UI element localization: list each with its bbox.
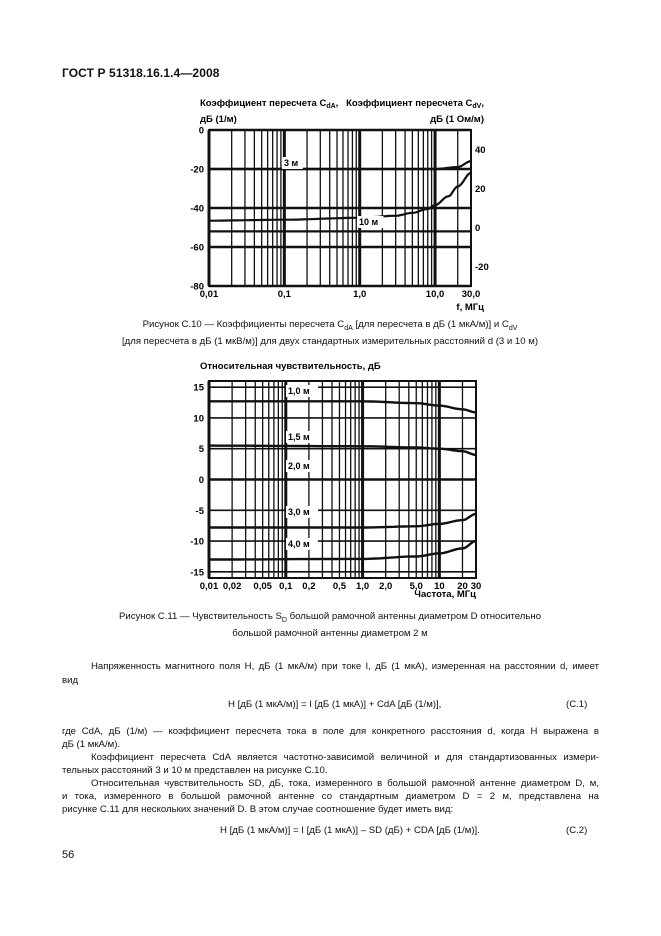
equation-c1: H [дБ (1 мкА/м)] = I [дБ (1 мкА)] + CdA [дБ (1/м)], — [228, 699, 442, 710]
x-tick-label: 0,1 — [277, 289, 291, 300]
x-tick-label: 0,02 — [222, 581, 242, 592]
x-tick-label: 20 — [457, 581, 468, 592]
series-annotation: 1,5 м — [288, 432, 310, 442]
right-axis-title-line2: дБ (1 Ом/м) — [430, 114, 484, 125]
c11-x-unit: Частота, МГц — [414, 589, 476, 600]
series-annotation: 2,0 м — [288, 461, 310, 471]
x-tick-label: 30,0 — [461, 289, 481, 300]
figure-c10-chart — [0, 0, 661, 340]
series-annotation: 4,0 м — [288, 539, 310, 549]
paragraph-2-line-1: где CdA, дБ (1/м) — коэффициент пересчета тока в поле для конкретного расстояния d, когда H выражена в — [62, 726, 599, 737]
figure-c10-caption: Рисунок С.10 — Коэффициенты пересчета $C_{dA}$ [для пересчета в дБ (1 мкА/м)] и $C_{dV}$ [для пересчета в дБ (1 мкВ/м)] для двух стандартных измерительных расстояний d (3 и 10 м) — [121, 319, 539, 347]
series-annotation: 1,0 м — [288, 386, 310, 396]
figure-c11-caption: Рисунок С.11 — Чувствительность $S_D$ большой рамочной антенны диаметром D относительно большой рамочной антенны диаметром 2 м — [118, 611, 542, 639]
x-tick-label: 5,0 — [409, 581, 423, 592]
y-right-tick-label: 20 — [475, 184, 486, 195]
paragraph-4-line-1: Относительная чувствительность SD, дБ, тока, измеренного в большой рамочной антенне диаметром D, м, — [91, 778, 599, 789]
y-tick-label: 10 — [193, 413, 204, 425]
right-axis-title-line1: Коэффициент пересчета $C_{dV}$, — [346, 98, 484, 110]
y-tick-label: -10 — [190, 536, 204, 548]
x-tick-label: 0,5 — [332, 581, 347, 592]
y-tick-label: -20 — [190, 164, 204, 176]
c10-tick-labels — [190, 126, 488, 301]
y-right-tick-label: 40 — [475, 145, 486, 156]
x-tick-label: 10,0 — [425, 289, 445, 300]
y-tick-label: -40 — [190, 203, 204, 215]
x-tick-label: 0,1 — [279, 581, 293, 592]
left-axis-title-line2: дБ (1/м) — [200, 114, 237, 125]
figure-c11-chart — [0, 350, 661, 605]
y-tick-label: -60 — [190, 242, 204, 254]
y-tick-label: 0 — [198, 125, 204, 137]
equation-c1-number: (С.1) — [566, 699, 588, 710]
x-tick-label: 1,0 — [353, 289, 367, 300]
paragraph-3-line-1: Коэффициент пересчета CdA является частотно-зависимой величиной и для стандартизованных измери- — [91, 752, 599, 763]
equation-c2: H [дБ (1 мкА/м)] = I [дБ (1 мкА)] – SD (дБ) + CDA [дБ (1/м)]. — [220, 825, 480, 836]
y-tick-label: -15 — [190, 567, 204, 579]
paragraph-3-line-2: тельных расстояний 3 и 10 м представлен на рисунке С.10. — [62, 765, 328, 776]
y-tick-label: 5 — [198, 444, 204, 456]
x-tick-label: 0,01 — [199, 581, 219, 592]
y-tick-label: 0 — [198, 475, 204, 486]
series-annotation: 10 м — [359, 217, 379, 227]
x-tick-label: 0,2 — [302, 581, 316, 592]
x-tick-label: 0,01 — [199, 289, 219, 300]
y-tick-label: -5 — [195, 505, 204, 517]
x-tick-label: 1,0 — [355, 581, 370, 592]
paragraph-4-line-3: рисунке С.11 для нескольких значений D. В этом случае соотношение будет иметь вид: — [62, 804, 454, 815]
x-tick-label: 10 — [434, 581, 445, 592]
paragraph-2-line-2: дБ (1 мкА/м). — [62, 739, 121, 750]
left-axis-title-line1: Коэффициент пересчета $C_{dA}$, — [200, 98, 339, 110]
y-tick-label: 15 — [193, 382, 204, 394]
c10-x-unit: f, МГц — [456, 302, 484, 313]
equation-c2-number: (С.2) — [566, 825, 588, 836]
document-header: ГОСТ Р 51318.16.1.4—2008 — [62, 66, 220, 80]
series-annotation: 3 м — [284, 158, 299, 168]
y-tick-label: -80 — [190, 281, 204, 293]
x-tick-label: 30 — [470, 581, 482, 592]
paragraph-4-line-2: и тока, измеренного в большой рамочной антенне со стандартным диаметром D = 2 м, представлена на — [62, 791, 599, 802]
y-right-tick-label: 0 — [475, 223, 481, 234]
page-number: 56 — [62, 849, 75, 861]
series-annotation: 3,0 м — [288, 507, 310, 517]
x-tick-label: 0,05 — [253, 581, 272, 592]
c11-y-title: Относительная чувствительность, дБ — [200, 361, 381, 372]
paragraph-1-line-1: Напряженность магнитного поля H, дБ (1 мкА/м) при токе I, дБ (1 мкА), измеренная на расстоянии d, имеет — [91, 661, 599, 672]
paragraph-1-line-2: вид — [62, 675, 79, 686]
y-right-tick-label: -20 — [475, 262, 489, 273]
x-tick-label: 2,0 — [379, 581, 393, 592]
